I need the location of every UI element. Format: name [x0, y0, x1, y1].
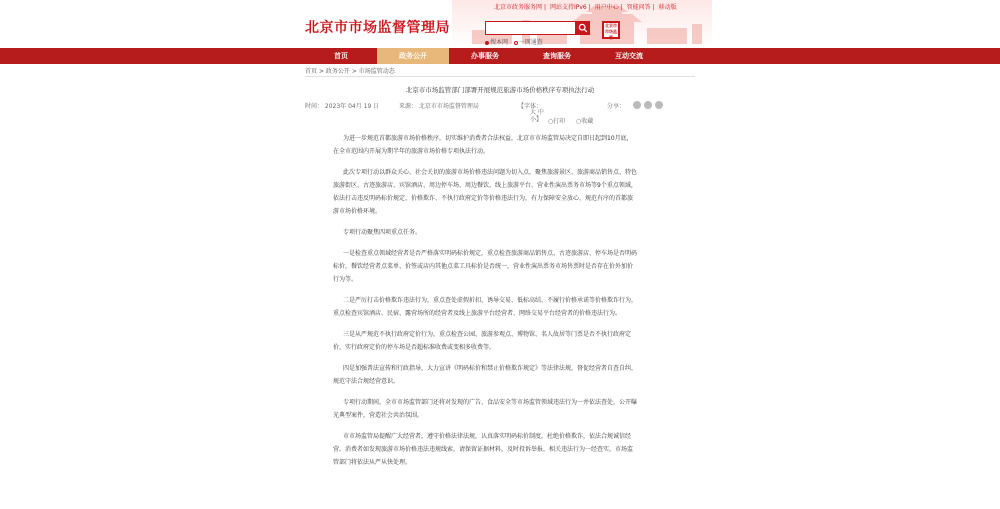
article-title: 北京市市场监管部门部署开展规范旅游市场价格秩序专项执法行动: [405, 86, 595, 94]
article-paragraph: 市市场监管局提醒广大经营者，遵守价格法律法规，认真落实明码标价制度，杜绝价格欺诈，依法合规诚信经营。消费者如发现旅游市场价格违法违规线索，请保留证据材料，及时投诉举报，相关违法行为一经查实，市场监管部门将依法从严从快处理。: [333, 433, 634, 466]
article-meta: [305, 101, 695, 125]
site-title[interactable]: 北京市市场监督管理局: [305, 20, 450, 36]
article-paragraph: 此次专项行动以群众关心、社会关切的旅游市场价格违法问题为切入点，聚焦旅游景区、旅游商品销售点、特色旅游街区、古迹旅游店、宾馆酒店、周边停车场、周边餐饮、线上旅游平台、营业性演出票务市场等9个重点领域，依法打击违反明码标价规定、价格欺诈、不执行政府定价等价格违法行为，有力保障安全放心、规范有序的首都旅游市场价格环境。: [333, 169, 638, 215]
top-link-user-center[interactable]: 用户中心: [594, 4, 619, 11]
breadcrumb: [305, 66, 395, 75]
print-label: 打印: [553, 118, 566, 125]
qzone-share-icon[interactable]: [655, 101, 663, 109]
radio-unified-search[interactable]: [514, 41, 518, 45]
top-link-ipv6[interactable]: 网站支持IPv6: [549, 4, 587, 11]
search-option-unified[interactable]: 一网通查: [518, 39, 543, 46]
article-source: 来源： 北京市市场监督管理局: [399, 103, 479, 110]
top-link-smart-qa[interactable]: 智能问答: [626, 4, 651, 11]
breadcrumb-gov-affairs[interactable]: 政务公开: [325, 68, 350, 75]
market-supervision-logo[interactable]: 北京市市场监管: [602, 21, 620, 39]
print-button[interactable]: ○打印: [548, 118, 566, 125]
breadcrumb-current[interactable]: 市场监管动态: [358, 68, 395, 75]
search-option-site[interactable]: 搜本网: [490, 39, 509, 46]
article-paragraph: 一是检查重点领域经营者是否严格落实明码标价规定，重点检查旅游商品销售点、古迹旅游店、停车场是否明码标价，餐饮经营者点菜单、价签或店内其他点菜工具标价是否统一，营业性演出票务市场售票时是否存在价外加价行为等。: [333, 250, 638, 283]
nav-item-interaction[interactable]: 互动交流: [615, 52, 643, 60]
top-link-gov-service[interactable]: 北京市政务服务网: [494, 4, 543, 11]
breadcrumb-separator: >: [318, 68, 324, 75]
nav-item-services[interactable]: 办事服务: [471, 52, 499, 60]
publish-time: 时间： 2023年 04月 19 日: [305, 103, 380, 110]
site-header: [198, 0, 772, 48]
font-size-label: 【字体：: [518, 103, 543, 110]
font-size-switcher[interactable]: 大 中 小】: [530, 109, 544, 123]
article-paragraph: 三是从严规范不执行政府定价行为，重点检查公园、旅游参观点、博物馆、名人故居等门票是否不执行政府定价，实行政府定价的停车场是否超标准收费或变相多收费等。: [333, 331, 632, 351]
article-paragraph: 专项行动期间，全市市场监管部门还将对发现的广告、食品安全等市场监管领域违法行为一并依法查处，公开曝光典型案件，营造社会共治氛围。: [333, 399, 638, 419]
breadcrumb-home[interactable]: 首页: [305, 68, 318, 75]
article-body: [333, 132, 637, 477]
article-paragraph: 专项行动聚焦四项重点任务。: [343, 229, 422, 236]
article-paragraph: 为进一步规范首都旅游市场价格秩序，切实维护消费者合法权益，北京市市场监管局决定自即日起到10月底，在全市范围内开展为期半年的旅游市场价格专项执法行动。: [333, 135, 633, 155]
favorite-label: 收藏: [581, 118, 594, 125]
search-scope-options: [485, 37, 543, 46]
search-input[interactable]: [485, 21, 576, 35]
top-links-bar: 北京市政务服务网 | 网站支持IPv6 | 用户中心 | 智能问答 | 移动版: [494, 4, 677, 11]
weibo-share-icon[interactable]: [633, 101, 641, 109]
article-paragraph: 二是严厉打击价格欺诈违法行为，重点查处虚假折扣、诱导交易、低标高结、不履行价格承诺等价格欺诈行为，重点检查宾馆酒店、民宿、露营场所的经营者及线上旅游平台经营者、网络交易平台经营者的价格违法行为。: [333, 297, 638, 317]
nav-item-gov-affairs[interactable]: 政务公开: [377, 48, 449, 64]
main-nav: [0, 48, 1000, 64]
share-icons: [633, 101, 663, 109]
share-label: 分享：: [607, 103, 626, 110]
divider: [305, 76, 695, 77]
search-icon: [578, 23, 588, 33]
breadcrumb-separator: >: [351, 68, 357, 75]
article-paragraph: 四是加强普法宣传和行政指导，大力宣讲《明码标价和禁止价格欺诈规定》等法律法规，督促经营者自查自纠，规范守法合规经营意识。: [333, 365, 638, 385]
favorite-button[interactable]: ○收藏: [576, 118, 594, 125]
search-button[interactable]: [576, 21, 590, 35]
radio-site-search[interactable]: [485, 41, 489, 45]
wechat-share-icon[interactable]: [644, 101, 652, 109]
nav-item-home[interactable]: 首页: [334, 52, 348, 60]
nav-item-query[interactable]: 查询服务: [543, 52, 571, 60]
top-link-mobile[interactable]: 移动版: [658, 4, 677, 11]
